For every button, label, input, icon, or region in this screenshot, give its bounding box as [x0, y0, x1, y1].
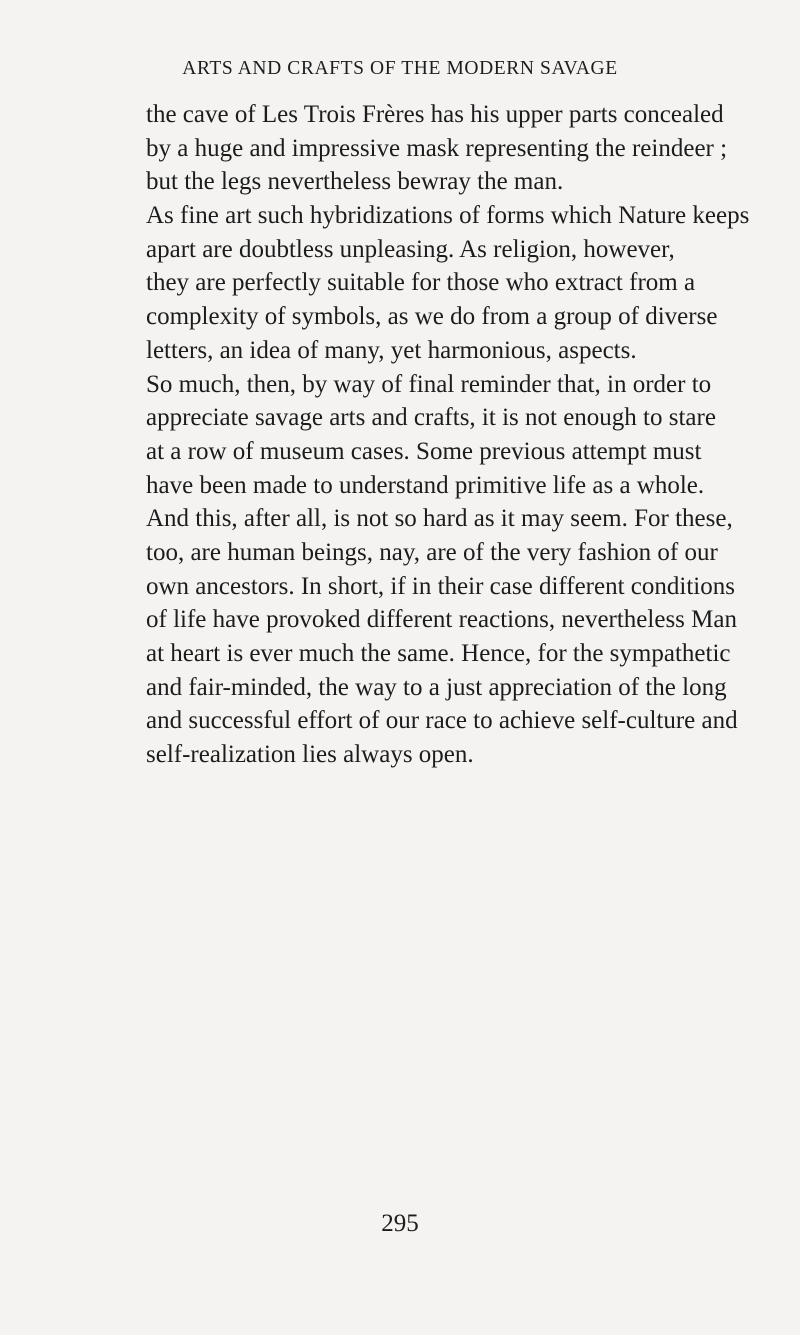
- text-line: own ancestors. In short, if in their case different conditions: [146, 572, 735, 600]
- text-line: the cave of Les Trois Frères has his upper parts concealed: [146, 101, 724, 128]
- text-line: at heart is ever much the same. Hence, for the sympathetic: [146, 640, 731, 667]
- text-line: And this, after all, is not so hard as it may seem. For these,: [146, 505, 733, 533]
- text-line: of life have provoked different reactions, nevertheless Man: [146, 606, 737, 634]
- text-line: have been made to understand primitive life as a whole.: [146, 471, 705, 499]
- running-head: ARTS AND CRAFTS OF THE MODERN SAVAGE: [182, 58, 618, 79]
- text-line: letters, an idea of many, yet harmonious, aspects.: [146, 336, 637, 364]
- text-line: and fair-minded, the way to a just appreciation of the long: [146, 673, 727, 701]
- page-number: 295: [381, 1210, 419, 1237]
- text-line: So much, then, by way of final reminder that, in order to: [146, 370, 712, 398]
- text-line: self-realization lies always open.: [146, 741, 474, 769]
- text-line: As fine art such hybridizations of forms which Nature keeps: [146, 202, 750, 230]
- text-line: and successful effort of our race to achieve self-culture and: [146, 707, 738, 735]
- text-line: at a row of museum cases. Some previous attempt must: [146, 437, 702, 465]
- body-text: [146, 98, 750, 772]
- text-line: appreciate savage arts and crafts, it is not enough to stare: [146, 404, 716, 432]
- text-line: but the legs nevertheless bewray the man.: [146, 168, 564, 196]
- text-line: apart are doubtless unpleasing. As religion, however,: [146, 235, 675, 263]
- text-line: by a huge and impressive mask representing the reindeer ;: [146, 134, 728, 162]
- text-line: they are perfectly suitable for those who extract from a: [146, 269, 696, 297]
- text-line: too, are human beings, nay, are of the very fashion of our: [146, 538, 718, 566]
- text-line: complexity of symbols, as we do from a group of diverse: [146, 303, 718, 331]
